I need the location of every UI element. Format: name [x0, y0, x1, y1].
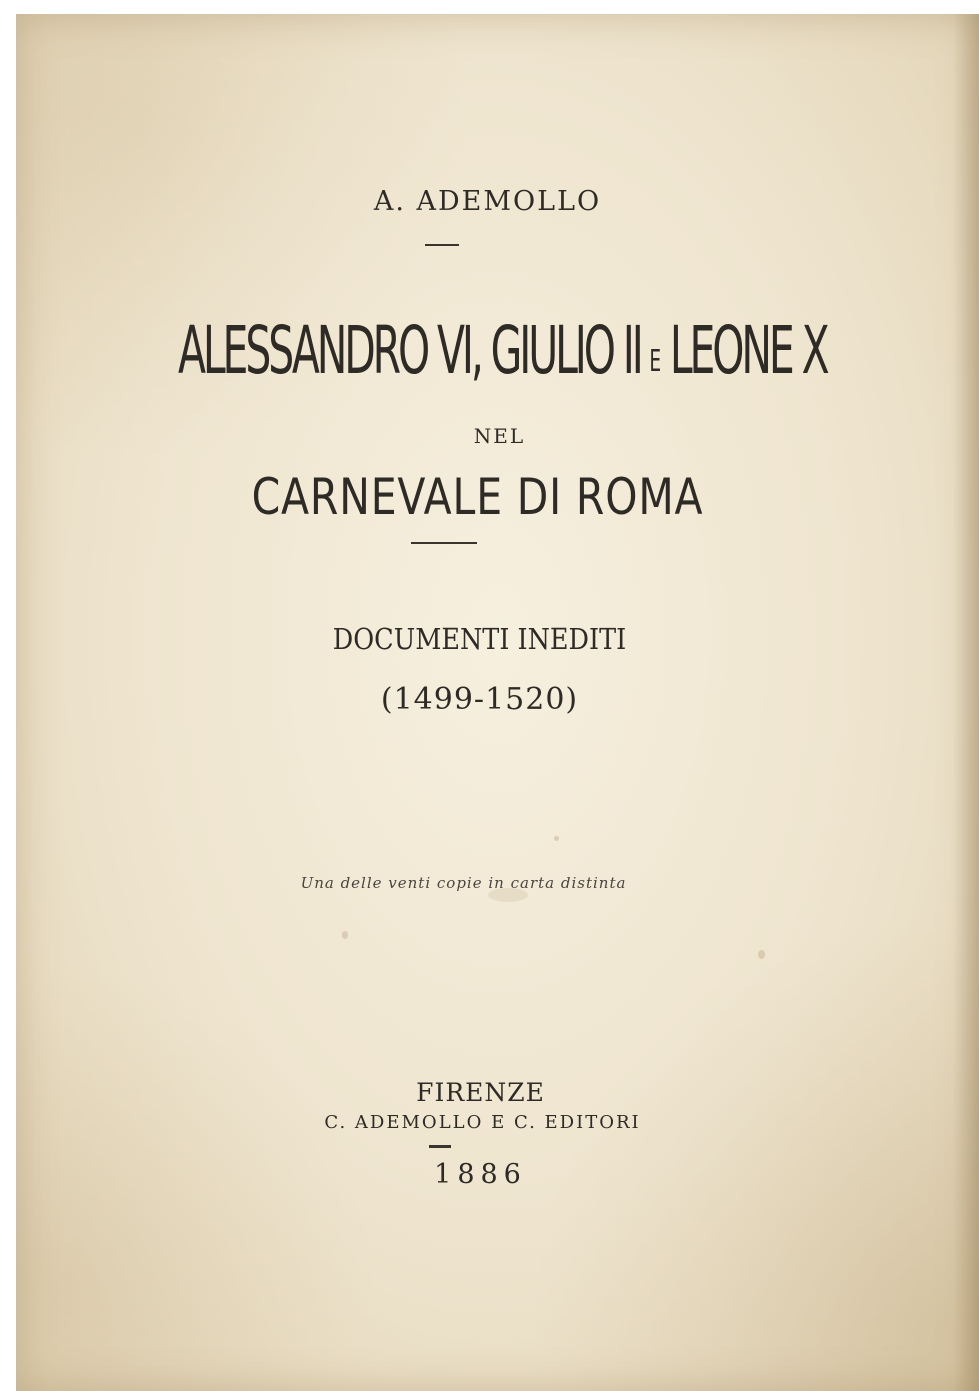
book-title-line-1	[177, 312, 827, 389]
author-name: A. ADEMOLLO	[373, 186, 602, 217]
foxing-spot	[758, 950, 765, 959]
foxing-spot	[554, 836, 559, 841]
title-conjunction: E	[649, 344, 662, 379]
divider-rule	[411, 542, 477, 544]
title-part-2: LEONE X	[669, 312, 827, 389]
publication-city: FIRENZE	[416, 1078, 545, 1107]
book-title-line-2: CARNEVALE DI ROMA	[251, 468, 704, 526]
publisher-name: C. ADEMOLLO E C. EDITORI	[324, 1112, 641, 1133]
divider-rule	[425, 244, 459, 246]
date-range: (1499-1520)	[380, 682, 579, 717]
title-part-1: ALESSANDRO VI, GIULIO II	[177, 312, 641, 389]
subtitle: DOCUMENTI INEDITI	[332, 622, 627, 656]
foxing-spot	[342, 931, 348, 939]
title-page	[16, 14, 979, 1391]
edition-note: Una delle venti copie in carta distinta	[300, 874, 627, 892]
publication-year: 1886	[434, 1159, 527, 1190]
divider-rule	[429, 1145, 451, 1148]
title-connector: NEL	[473, 424, 526, 448]
